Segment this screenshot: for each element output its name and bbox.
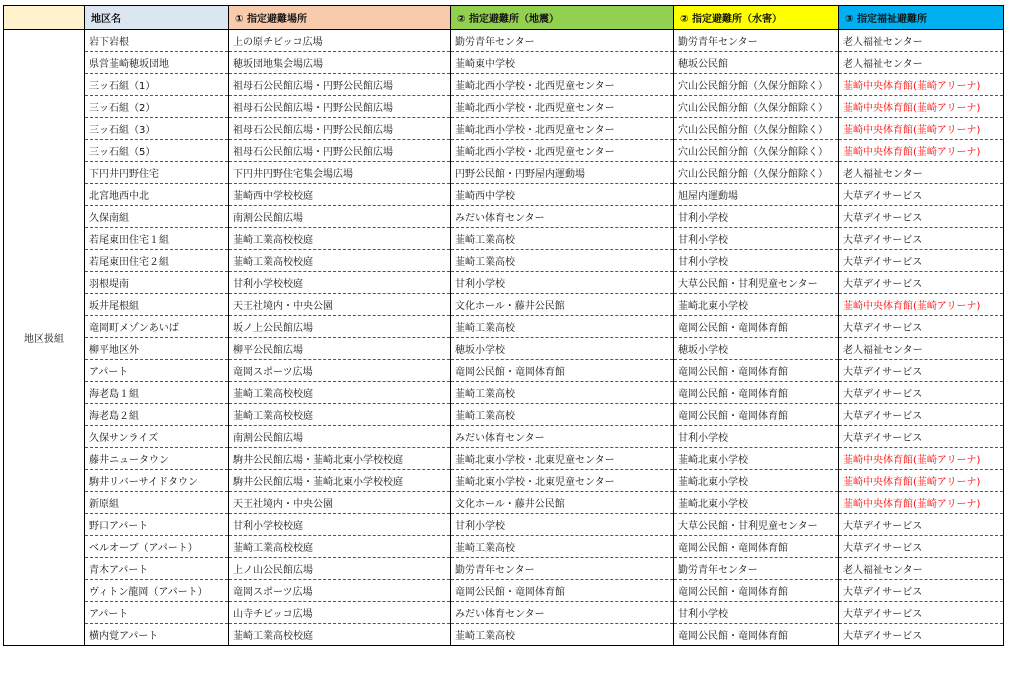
- shelter-flood-cell: 竜岡公民館・竜岡体育館: [674, 624, 839, 646]
- welfare-shelter-cell: 韮崎中央体育館(韮崎アリーナ): [839, 470, 1004, 492]
- evacuation-site-cell: 駒井公民館広場・韮崎北東小学校校庭: [229, 470, 451, 492]
- table-row: [4, 514, 1004, 536]
- welfare-shelter-cell: 大草デイサービス: [839, 316, 1004, 338]
- table-row: [4, 624, 1004, 646]
- header-evacuation-site: ① 指定避難場所: [229, 6, 451, 30]
- district-name-cell: 海老島２組: [85, 404, 229, 426]
- table-row: [4, 470, 1004, 492]
- evacuation-site-cell: 祖母石公民館広場・円野公民館広場: [229, 140, 451, 162]
- table-row: [4, 30, 1004, 52]
- evacuation-site-cell: 韮崎工業高校校庭: [229, 382, 451, 404]
- table-row: [4, 360, 1004, 382]
- evacuation-site-cell: 竜岡スポーツ広場: [229, 360, 451, 382]
- welfare-shelter-cell: 大草デイサービス: [839, 624, 1004, 646]
- district-name-cell: 下円井円野住宅: [85, 162, 229, 184]
- district-name-cell: 北宮地西中北: [85, 184, 229, 206]
- evacuation-site-cell: 祖母石公民館広場・円野公民館広場: [229, 96, 451, 118]
- shelter-earthquake-cell: 文化ホール・藤井公民館: [451, 492, 674, 514]
- shelter-earthquake-cell: 甘利小学校: [451, 514, 674, 536]
- shelter-flood-cell: 竜岡公民館・竜岡体育館: [674, 360, 839, 382]
- shelter-earthquake-cell: みだい体育センター: [451, 206, 674, 228]
- header-row: [4, 6, 1004, 30]
- shelter-flood-cell: 勤労青年センター: [674, 30, 839, 52]
- shelter-earthquake-cell: 韮崎東中学校: [451, 52, 674, 74]
- district-name-cell: 竜岡町メゾンあいば: [85, 316, 229, 338]
- evacuation-site-cell: 坂ノ上公民館広場: [229, 316, 451, 338]
- welfare-shelter-cell: 大草デイサービス: [839, 184, 1004, 206]
- district-name-cell: ヴィトン龍岡（アパート）: [85, 580, 229, 602]
- district-name-cell: 横内覚アパート: [85, 624, 229, 646]
- evacuation-site-cell: 韮崎工業高校校庭: [229, 404, 451, 426]
- evacuation-site-cell: 天王社境内・中央公園: [229, 294, 451, 316]
- evacuation-site-cell: 上ノ山公民館広場: [229, 558, 451, 580]
- shelter-flood-cell: 韮崎北東小学校: [674, 294, 839, 316]
- district-name-cell: 新原組: [85, 492, 229, 514]
- table-row: [4, 558, 1004, 580]
- district-name-cell: ベルオーブ（アパート）: [85, 536, 229, 558]
- shelter-flood-cell: 韮崎北東小学校: [674, 448, 839, 470]
- header-shelter-flood: ② 指定避難所（水害）: [674, 6, 839, 30]
- evacuation-site-cell: 下円井円野住宅集会場広場: [229, 162, 451, 184]
- shelter-earthquake-cell: 韮崎工業高校: [451, 250, 674, 272]
- evacuation-site-cell: 山寺チビッコ広場: [229, 602, 451, 624]
- table-row: [4, 404, 1004, 426]
- table-row: [4, 250, 1004, 272]
- table-row: [4, 382, 1004, 404]
- district-name-cell: 青木アパート: [85, 558, 229, 580]
- welfare-shelter-cell: 韮崎中央体育館(韮崎アリーナ): [839, 492, 1004, 514]
- shelter-flood-cell: 竜岡公民館・竜岡体育館: [674, 580, 839, 602]
- shelter-earthquake-cell: 韮崎北西小学校・北西児童センター: [451, 96, 674, 118]
- welfare-shelter-cell: 老人福祉センター: [839, 52, 1004, 74]
- district-name-cell: アパート: [85, 360, 229, 382]
- shelter-earthquake-cell: 韮崎工業高校: [451, 536, 674, 558]
- shelter-flood-cell: 穴山公民館分館（久保分館除く）: [674, 162, 839, 184]
- welfare-shelter-cell: 大草デイサービス: [839, 426, 1004, 448]
- shelter-flood-cell: 大草公民館・甘利児童センター: [674, 514, 839, 536]
- district-name-cell: 海老島１組: [85, 382, 229, 404]
- evacuation-site-cell: 韮崎工業高校校庭: [229, 228, 451, 250]
- district-name-cell: 久保サンライズ: [85, 426, 229, 448]
- table-row: [4, 602, 1004, 624]
- shelter-flood-cell: 勤労青年センター: [674, 558, 839, 580]
- table-row: [4, 74, 1004, 96]
- shelter-earthquake-cell: 韮崎北西小学校・北西児童センター: [451, 118, 674, 140]
- shelter-flood-cell: 穴山公民館分館（久保分館除く）: [674, 118, 839, 140]
- evacuation-site-cell: 竜岡スポーツ広場: [229, 580, 451, 602]
- shelter-flood-cell: 旭屋内運動場: [674, 184, 839, 206]
- shelter-flood-cell: 穴山公民館分館（久保分館除く）: [674, 74, 839, 96]
- district-name-cell: 三ッ石組（3）: [85, 118, 229, 140]
- evacuation-site-cell: 祖母石公民館広場・円野公民館広場: [229, 118, 451, 140]
- shelter-earthquake-cell: 勤労青年センター: [451, 558, 674, 580]
- shelter-earthquake-cell: 円野公民館・円野屋内運動場: [451, 162, 674, 184]
- evacuation-site-cell: 南割公民館広場: [229, 206, 451, 228]
- welfare-shelter-cell: 大草デイサービス: [839, 228, 1004, 250]
- shelter-flood-cell: 竜岡公民館・竜岡体育館: [674, 404, 839, 426]
- district-name-cell: 若尾東田住宅１組: [85, 228, 229, 250]
- evacuation-site-cell: 柳平公民館広場: [229, 338, 451, 360]
- evacuation-site-cell: 上の原チビッコ広場: [229, 30, 451, 52]
- shelter-flood-cell: 竜岡公民館・竜岡体育館: [674, 382, 839, 404]
- shelter-flood-cell: 韮崎北東小学校: [674, 470, 839, 492]
- welfare-shelter-cell: 老人福祉センター: [839, 558, 1004, 580]
- evacuation-site-cell: 韮崎工業高校校庭: [229, 624, 451, 646]
- district-name-cell: 藤井ニュータウン: [85, 448, 229, 470]
- district-name-cell: 久保南組: [85, 206, 229, 228]
- welfare-shelter-cell: 大草デイサービス: [839, 404, 1004, 426]
- district-name-cell: 三ッ石組（2）: [85, 96, 229, 118]
- evacuation-site-cell: 祖母石公民館広場・円野公民館広場: [229, 74, 451, 96]
- shelter-flood-cell: 穂坂小学校: [674, 338, 839, 360]
- evacuation-site-cell: 韮崎工業高校校庭: [229, 536, 451, 558]
- table-row: [4, 272, 1004, 294]
- shelter-earthquake-cell: みだい体育センター: [451, 426, 674, 448]
- table-row: [4, 536, 1004, 558]
- shelter-flood-cell: 韮崎北東小学校: [674, 492, 839, 514]
- welfare-shelter-cell: 大草デイサービス: [839, 536, 1004, 558]
- shelter-earthquake-cell: 文化ホール・藤井公民館: [451, 294, 674, 316]
- header-shelter-earthquake: ② 指定避難所（地震）: [451, 6, 674, 30]
- district-name-cell: アパート: [85, 602, 229, 624]
- group-label: 地区扱組: [4, 30, 85, 646]
- table-row: [4, 316, 1004, 338]
- welfare-shelter-cell: 大草デイサービス: [839, 514, 1004, 536]
- district-name-cell: 羽根堤南: [85, 272, 229, 294]
- district-name-cell: 野口アパート: [85, 514, 229, 536]
- shelter-earthquake-cell: 韮崎北東小学校・北東児童センター: [451, 448, 674, 470]
- evacuation-site-cell: 穂坂団地集会場広場: [229, 52, 451, 74]
- table-row: [4, 184, 1004, 206]
- shelter-earthquake-cell: 韮崎北東小学校・北東児童センター: [451, 470, 674, 492]
- header-blank: [4, 6, 85, 30]
- header-welfare-shelter: ③ 指定福祉避難所: [839, 6, 1004, 30]
- shelter-flood-cell: 竜岡公民館・竜岡体育館: [674, 536, 839, 558]
- shelter-flood-cell: 甘利小学校: [674, 228, 839, 250]
- table-row: [4, 140, 1004, 162]
- shelter-flood-cell: 甘利小学校: [674, 602, 839, 624]
- shelter-earthquake-cell: 韮崎北西小学校・北西児童センター: [451, 74, 674, 96]
- welfare-shelter-cell: 大草デイサービス: [839, 250, 1004, 272]
- district-name-cell: 三ッ石組（5）: [85, 140, 229, 162]
- table-row: [4, 52, 1004, 74]
- evacuation-site-cell: 韮崎工業高校校庭: [229, 250, 451, 272]
- district-name-cell: 柳平地区外: [85, 338, 229, 360]
- table-row: [4, 228, 1004, 250]
- shelter-flood-cell: 穴山公民館分館（久保分館除く）: [674, 140, 839, 162]
- shelter-flood-cell: 穴山公民館分館（久保分館除く）: [674, 96, 839, 118]
- evacuation-site-cell: 天王社境内・中央公園: [229, 492, 451, 514]
- welfare-shelter-cell: 韮崎中央体育館(韮崎アリーナ): [839, 294, 1004, 316]
- table-row: [4, 338, 1004, 360]
- district-name-cell: 県営韮崎穂坂団地: [85, 52, 229, 74]
- evacuation-site-cell: 韮崎西中学校校庭: [229, 184, 451, 206]
- header-district: 地区名: [85, 6, 229, 30]
- welfare-shelter-cell: 韮崎中央体育館(韮崎アリーナ): [839, 74, 1004, 96]
- shelter-earthquake-cell: 竜岡公民館・竜岡体育館: [451, 580, 674, 602]
- welfare-shelter-cell: 大草デイサービス: [839, 602, 1004, 624]
- evacuation-site-cell: 駒井公民館広場・韮崎北東小学校校庭: [229, 448, 451, 470]
- district-name-cell: 坂井尾根組: [85, 294, 229, 316]
- welfare-shelter-cell: 大草デイサービス: [839, 206, 1004, 228]
- welfare-shelter-cell: 韮崎中央体育館(韮崎アリーナ): [839, 96, 1004, 118]
- shelter-flood-cell: 甘利小学校: [674, 206, 839, 228]
- welfare-shelter-cell: 老人福祉センター: [839, 162, 1004, 184]
- welfare-shelter-cell: 韮崎中央体育館(韮崎アリーナ): [839, 448, 1004, 470]
- shelter-earthquake-cell: 韮崎工業高校: [451, 404, 674, 426]
- district-name-cell: 駒井リバーサイドタウン: [85, 470, 229, 492]
- table-row: [4, 448, 1004, 470]
- evacuation-table: [3, 5, 1004, 646]
- shelter-flood-cell: 甘利小学校: [674, 250, 839, 272]
- welfare-shelter-cell: 大草デイサービス: [839, 382, 1004, 404]
- welfare-shelter-cell: 老人福祉センター: [839, 30, 1004, 52]
- table-row: [4, 96, 1004, 118]
- shelter-flood-cell: 大草公民館・甘利児童センター: [674, 272, 839, 294]
- welfare-shelter-cell: 老人福祉センター: [839, 338, 1004, 360]
- table-row: [4, 162, 1004, 184]
- table-row: [4, 118, 1004, 140]
- shelter-earthquake-cell: 韮崎北西小学校・北西児童センター: [451, 140, 674, 162]
- table-row: [4, 492, 1004, 514]
- shelter-earthquake-cell: 勤労青年センター: [451, 30, 674, 52]
- welfare-shelter-cell: 韮崎中央体育館(韮崎アリーナ): [839, 140, 1004, 162]
- welfare-shelter-cell: 韮崎中央体育館(韮崎アリーナ): [839, 118, 1004, 140]
- shelter-earthquake-cell: 竜岡公民館・竜岡体育館: [451, 360, 674, 382]
- shelter-earthquake-cell: 韮崎工業高校: [451, 316, 674, 338]
- shelter-flood-cell: 穂坂公民館: [674, 52, 839, 74]
- shelter-flood-cell: 甘利小学校: [674, 426, 839, 448]
- evacuation-site-cell: 甘利小学校校庭: [229, 514, 451, 536]
- welfare-shelter-cell: 大草デイサービス: [839, 272, 1004, 294]
- shelter-earthquake-cell: 甘利小学校: [451, 272, 674, 294]
- district-name-cell: 三ッ石組（1）: [85, 74, 229, 96]
- welfare-shelter-cell: 大草デイサービス: [839, 580, 1004, 602]
- table-row: [4, 206, 1004, 228]
- shelter-earthquake-cell: 穂坂小学校: [451, 338, 674, 360]
- shelter-earthquake-cell: 韮崎工業高校: [451, 382, 674, 404]
- welfare-shelter-cell: 大草デイサービス: [839, 360, 1004, 382]
- district-name-cell: 若尾東田住宅２組: [85, 250, 229, 272]
- table-row: [4, 294, 1004, 316]
- shelter-earthquake-cell: 韮崎工業高校: [451, 624, 674, 646]
- shelter-earthquake-cell: 韮崎工業高校: [451, 228, 674, 250]
- evacuation-site-cell: 甘利小学校校庭: [229, 272, 451, 294]
- shelter-flood-cell: 竜岡公民館・竜岡体育館: [674, 316, 839, 338]
- shelter-earthquake-cell: みだい体育センター: [451, 602, 674, 624]
- shelter-earthquake-cell: 韮崎西中学校: [451, 184, 674, 206]
- table-row: [4, 580, 1004, 602]
- evacuation-site-cell: 南割公民館広場: [229, 426, 451, 448]
- district-name-cell: 岩下岩根: [85, 30, 229, 52]
- table-row: [4, 426, 1004, 448]
